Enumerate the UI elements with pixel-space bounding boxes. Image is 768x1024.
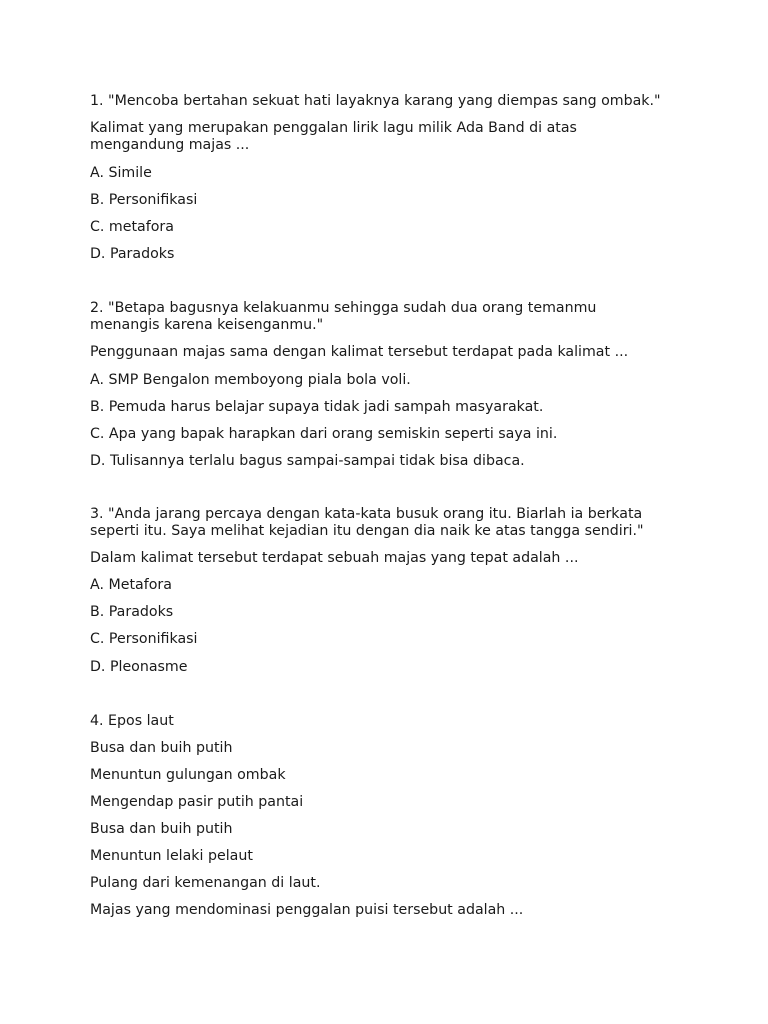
question-2-stem: Penggunaan majas sama dengan kalimat tersebut terdapat pada kalimat ...: [90, 344, 629, 360]
question-1-option-a: A. Simile: [90, 165, 152, 181]
question-1-option-c: C. metafora: [90, 219, 174, 235]
question-2-prompt: 2. "Betapa bagusnya kelakuanmu sehingga sudah dua orang temanmu menangis karena keisenganmu.": [90, 300, 597, 333]
question-1-option-b: B. Personifikasi: [90, 192, 198, 208]
question-3-option-d: D. Pleonasme: [90, 659, 188, 675]
question-3-option-a: A. Metafora: [90, 577, 172, 593]
question-3-stem: Dalam kalimat tersebut terdapat sebuah majas yang tepat adalah ...: [90, 550, 579, 566]
poem-line: Menuntun gulungan ombak: [90, 767, 286, 783]
question-1-prompt: 1. "Mencoba bertahan sekuat hati layaknya karang yang diempas sang ombak.": [90, 93, 661, 109]
question-2-option-c: C. Apa yang bapak harapkan dari orang semiskin seperti saya ini.: [90, 426, 558, 442]
poem-line: Pulang dari kemenangan di laut.: [90, 875, 321, 891]
poem-line: Busa dan buih putih: [90, 740, 233, 756]
poem-line: Mengendap pasir putih pantai: [90, 794, 304, 810]
poem-line: Busa dan buih putih: [90, 821, 233, 837]
question-3-prompt: 3. "Anda jarang percaya dengan kata-kata busuk orang itu. Biarlah ia berkata seperti itu. Saya melihat kejadian itu dengan dia naik ke atas tangga sendiri.": [90, 506, 644, 539]
question-2-option-b: B. Pemuda harus belajar supaya tidak jadi sampah masyarakat.: [90, 399, 544, 415]
question-3-option-c: C. Personifikasi: [90, 631, 198, 647]
question-2-option-a: A. SMP Bengalon memboyong piala bola voli.: [90, 372, 411, 388]
question-2-option-d: D. Tulisannya terlalu bagus sampai-sampai tidak bisa dibaca.: [90, 453, 525, 469]
question-3-option-b: B. Paradoks: [90, 604, 174, 620]
question-1-stem: Kalimat yang merupakan penggalan lirik lagu milik Ada Band di atas mengandung majas ...: [90, 120, 577, 153]
question-4-title: 4. Epos laut: [90, 713, 174, 729]
poem-line: Menuntun lelaki pelaut: [90, 848, 253, 864]
question-1-option-d: D. Paradoks: [90, 246, 175, 262]
question-4-stem: Majas yang mendominasi penggalan puisi tersebut adalah ...: [90, 902, 524, 918]
